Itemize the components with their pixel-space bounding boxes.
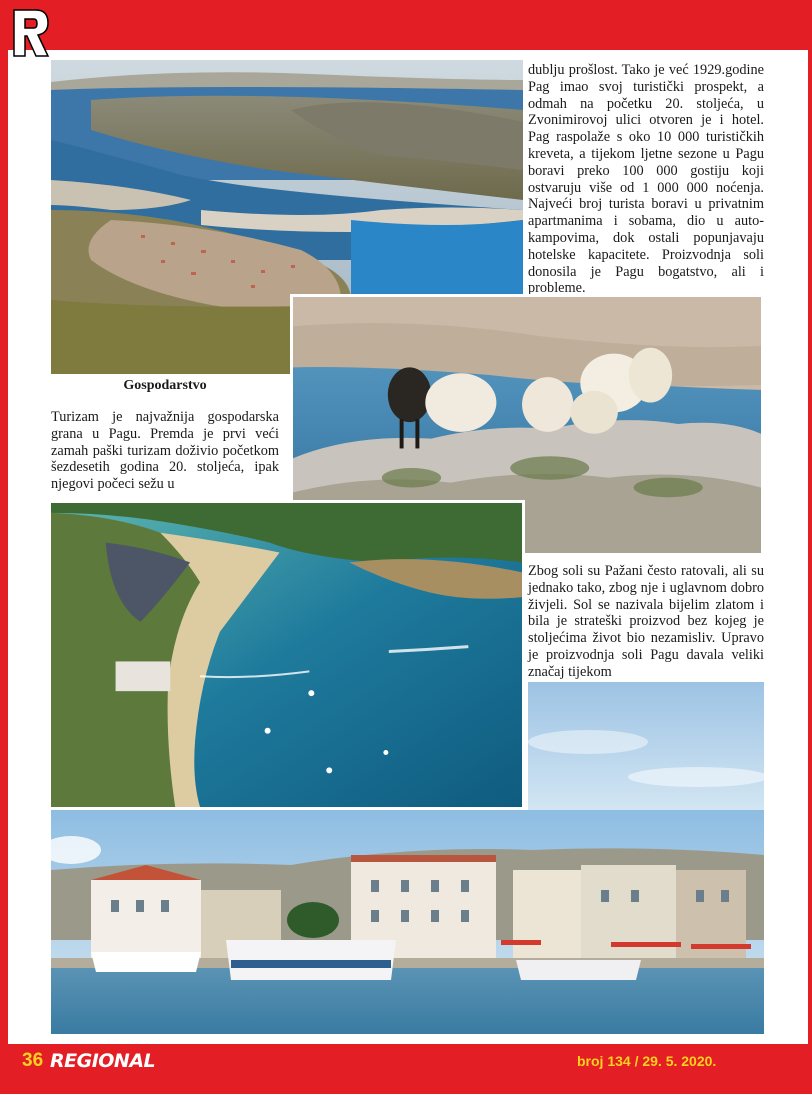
article-text-left: Turizam je najvažnija gospodarska grana u Pagu. Premda je prvi veći zamah paški turizam doživio početkom šezdesetih godina 20. stoljeća, ipak njegovi počeci sežu u [51, 409, 279, 493]
magazine-brand: REGIONAL [50, 1050, 156, 1072]
sky-photo-strip [528, 682, 764, 812]
issue-info: broj 134 / 29. 5. 2020. [577, 1053, 717, 1069]
article-text-lower-right: Zbog soli su Pažani često ratovali, ali su jednako tako, zbog nje i uglavnom dobro živjeli. Sol se nazivala bijelim zlatom i bila je strateški proizvod bez kojeg je stoljećima život bio nezamisliv. Upravo je proizvodnja soli Pagu davala veliki značaj tijekom [528, 563, 764, 680]
right-edge-bar [808, 50, 812, 1044]
left-edge-bar [0, 50, 8, 1044]
regional-logo-icon [8, 6, 52, 60]
article-text-top-right: dublju prošlost. Tako je već 1929.godine Pag imao svoj turistički prospekt, a odmah na početku 20. stoljeća, u Zvonimirovoj ulici otvoren je i hotel. Pag raspolaže s oko 10 000 turističkih kreveta, a tijekom ljetne sezone u Pagu boravi preko 100 000 gostiju koji ostvaruju više od 1 000 000 noćenja. Najveći broj turista boravi u privatnim apartmanima i sobama, dio u auto-kampovima, dok ostali popunjavaju hotelske kapacitete. Proizvodnja soli donosila je Pagu bogatstvo, ali i probleme. [528, 62, 764, 297]
section-heading: Gospodarstvo [123, 378, 207, 393]
aerial-beach-photo [51, 500, 525, 807]
page-number: 36 [22, 1050, 44, 1071]
harbour-waterfront-photo [51, 810, 764, 1034]
header-band [0, 0, 812, 50]
